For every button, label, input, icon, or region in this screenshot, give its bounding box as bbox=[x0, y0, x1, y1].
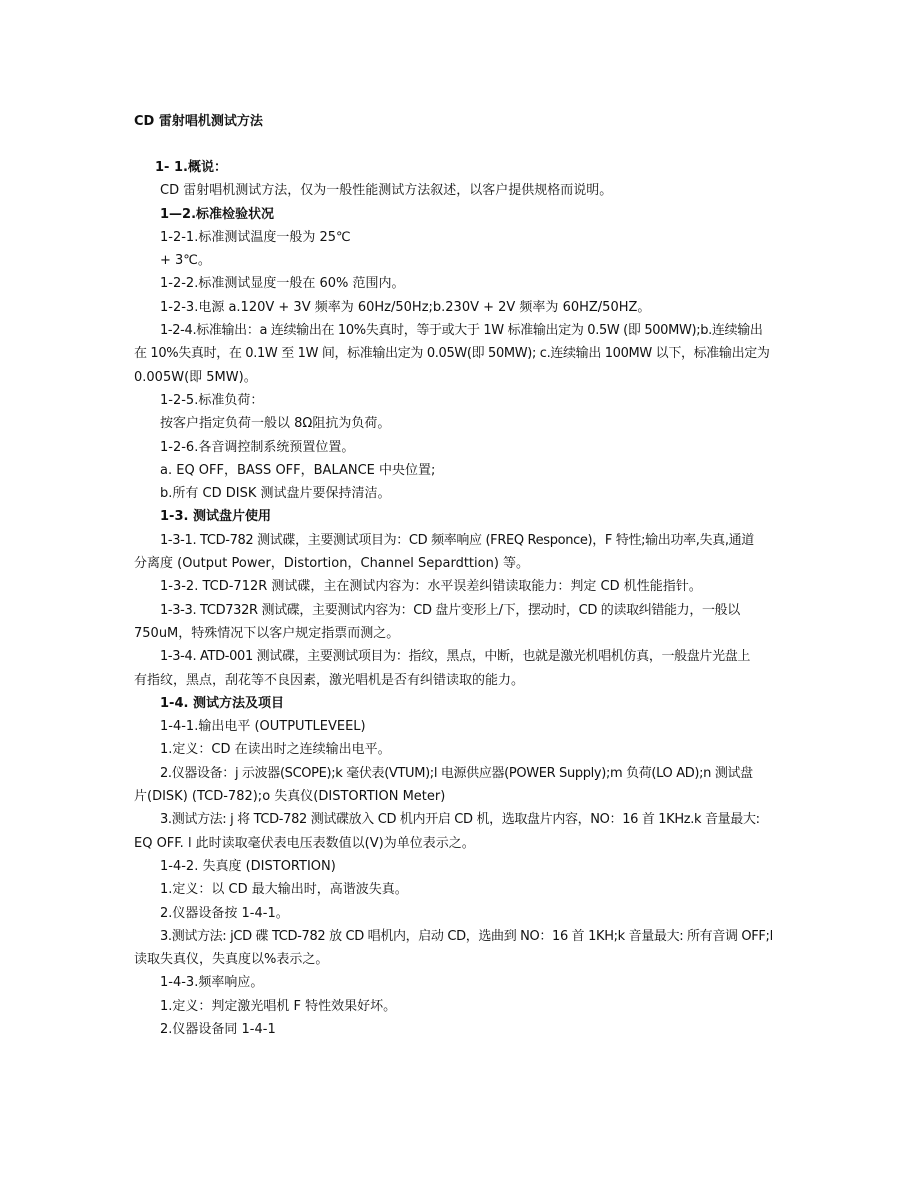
section-heading: 1- 1.概说： bbox=[155, 160, 227, 175]
document-body bbox=[134, 156, 794, 1041]
paragraph-line: 1-2-4.标准输出：a 连续输出在 10%失真时，等于或大于 1W 标准输出定为 0.5W (即 500MW);b.连续输出 bbox=[160, 323, 763, 339]
paragraph-line: 2.仪器设备按 1-4-1。 bbox=[160, 905, 289, 921]
paragraph-line: 2.仪器设备：j 示波器(SCOPE);k 毫伏表(VTUM);l 电源供应器(POWER Supply);m 负荷(LO AD);n 测试盘 bbox=[160, 765, 753, 781]
paragraph-line: + 3℃。 bbox=[160, 253, 211, 269]
paragraph-line: b.所有 CD DISK 测试盘片要保持清洁。 bbox=[160, 486, 391, 502]
paragraph-line: 1-2-5.标准负荷： bbox=[160, 392, 264, 408]
paragraph-line: 1-4-1.输出电平 (OUTPUTLEVEEL) bbox=[160, 719, 366, 735]
paragraph-line: 1.定义：以 CD 最大输出时，高谐波失真。 bbox=[160, 882, 408, 898]
section-heading: 1—2.标准检验状况 bbox=[160, 206, 275, 222]
paragraph-line: 1-2-6.各音调控制系统预置位置。 bbox=[160, 439, 355, 455]
paragraph-line: 按客户指定负荷一般以 8Ω阻抗为负荷。 bbox=[160, 416, 391, 432]
paragraph-line: CD 雷射唱机测试方法，仅为一般性能测试方法叙述，以客户提供规格而说明。 bbox=[160, 183, 613, 199]
paragraph-line: 1.定义：CD 在读出时之连续输出电平。 bbox=[160, 742, 391, 758]
paragraph-line: 有指纹，黑点，刮花等不良因素，激光唱机是否有纠错读取的能力。 bbox=[134, 672, 525, 688]
paragraph-line: EQ OFF. l 此时读取毫伏表电压表数值以(V)为单位表示之。 bbox=[134, 835, 475, 851]
paragraph-line: 读取失真仪，失真度以%表示之。 bbox=[134, 952, 329, 968]
paragraph-line: 片(DISK) (TCD-782);o 失真仪(DISTORTION Meter) bbox=[134, 789, 446, 805]
section-heading: 1-3. 测试盘片使用 bbox=[160, 509, 271, 525]
paragraph-line: 1-3-2. TCD-712R 测试碟，主在测试内容为：水平误差纠错读取能力：判定 CD 机性能指针。 bbox=[160, 579, 702, 595]
paragraph-line: 2.仪器设备同 1-4-1 bbox=[160, 1021, 276, 1037]
paragraph-line: 3.测试方法: jCD 碟 TCD-782 放 CD 唱机内，启动 CD，选曲到 NO：16 首 1KH;k 音量最大: 所有音调 OFF;l bbox=[160, 928, 773, 944]
paragraph-line: 750uM，特殊情况下以客户规定指票而测之。 bbox=[134, 625, 400, 641]
document-title: CD 雷射唱机测试方法 bbox=[134, 114, 263, 129]
paragraph-line: 1-2-3.电源 a.120V + 3V 频率为 60Hz/50Hz;b.230V + 2V 频率为 60HZ/50HZ。 bbox=[160, 299, 651, 315]
paragraph-line: 1-2-2.标准测试显度一般在 60% 范围内。 bbox=[160, 276, 405, 292]
paragraph-line: 在 10%失真时，在 0.1W 至 1W 间，标准输出定为 0.05W(即 50MW); c.连续输出 100MW 以下，标准输出定为 bbox=[134, 346, 770, 362]
paragraph-line: 1-3-4. ATD-001 测试碟，主要测试项目为：指纹，黑点，中断，也就是激光机唱机仿真，一般盘片光盘上 bbox=[160, 649, 751, 665]
paragraph-line: 3.测试方法: j 将 TCD-782 测试碟放入 CD 机内开启 CD 机，选取盘片内容，NO：16 首 1KHz.k 音量最大: bbox=[160, 812, 760, 828]
paragraph-line: 1-4-2. 失真度 (DISTORTION) bbox=[160, 858, 336, 874]
paragraph-line: 1.定义：判定激光唱机 F 特性效果好坏。 bbox=[160, 998, 397, 1014]
paragraph-line: 1-3-1. TCD-782 测试碟，主要测试项目为：CD 频率响应 (FREQ Responce)，F 特性;输出功率,失真,通道 bbox=[160, 532, 754, 548]
paragraph-line: 分离度 (Output Power，Distortion，Channel Separdttion) 等。 bbox=[134, 556, 530, 572]
paragraph-line: 1-4-3.频率响应。 bbox=[160, 975, 264, 991]
paragraph-line: a. EQ OFF，BASS OFF，BALANCE 中央位置; bbox=[160, 462, 436, 478]
section-heading: 1-4. 测试方法及项目 bbox=[160, 695, 284, 711]
paragraph-line: 1-3-3. TCD732R 测试碟，主要测试内容为：CD 盘片变形上/下，摆动时，CD 的读取纠错能力，一般以 bbox=[160, 602, 740, 618]
paragraph-line: 1-2-1.标准测试温度一般为 25℃ bbox=[160, 229, 351, 245]
paragraph-line: 0.005W(即 5MW)。 bbox=[134, 369, 257, 385]
